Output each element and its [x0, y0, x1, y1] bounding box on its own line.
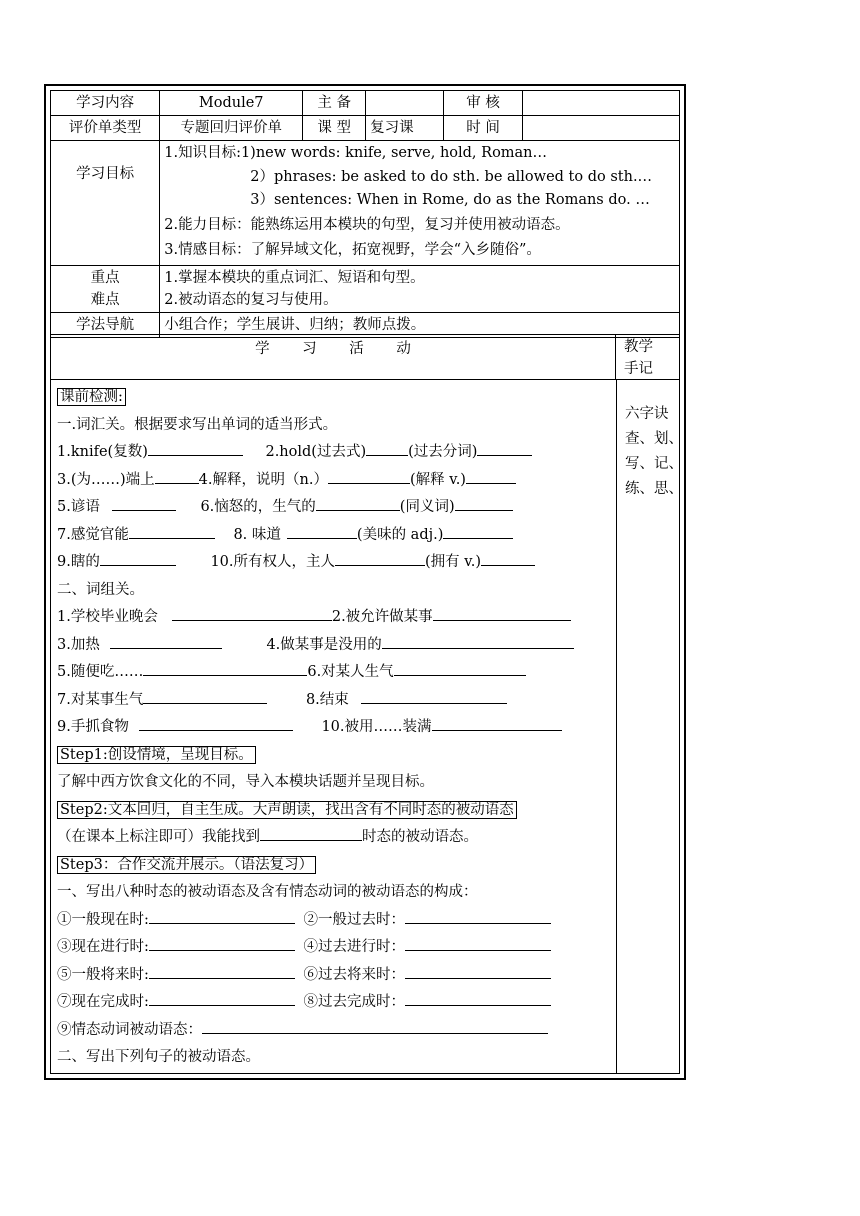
blank[interactable] [335, 551, 425, 566]
blank[interactable] [394, 661, 526, 676]
blank[interactable] [100, 551, 176, 566]
label-content: 学习内容 [51, 91, 160, 116]
vocab-line-2: 3.(为……)端上 4.解释，说明（n.） (解释 v.) [57, 467, 613, 495]
phrase-line-5: 9.手抓食物 10.被用……装满 [57, 714, 613, 742]
notes-title: 教学 手记 [616, 335, 679, 380]
blank[interactable] [405, 964, 551, 979]
header-table [50, 90, 680, 338]
value-module: Module7 [160, 91, 303, 116]
blank[interactable] [432, 716, 562, 731]
grammar-title: 一、写出八种时态的被动语态及含有情态动词的被动语态的构成： [57, 884, 478, 900]
goal-phrases: 2）phrases: be asked to do sth. be allowed to do sth.… [250, 168, 653, 185]
phrase-line-1: 1.学校毕业晚会 2.被允许做某事 [57, 604, 613, 632]
header-row-2 [51, 116, 680, 141]
blank[interactable] [466, 469, 516, 484]
blank[interactable] [202, 1019, 548, 1034]
grammar-line-2: ③现在进行时: ④过去进行时： [57, 934, 613, 962]
vocab-line-3: 5.谚语 6.恼怒的，生气的 (同义词) [57, 494, 613, 522]
value-time[interactable] [523, 116, 680, 141]
step1-text: 了解中西方饮食文化的不同，导入本模块话题并呈现目标。 [57, 774, 434, 790]
label-lesson-type: 课 型 [303, 116, 366, 141]
blank[interactable] [287, 524, 357, 539]
blank[interactable] [149, 991, 295, 1006]
key-point-1: 1.掌握本模块的重点词汇、短语和句型。 [164, 269, 425, 286]
goals-row [51, 141, 680, 266]
label-reviewer: 审 核 [444, 91, 523, 116]
blank[interactable] [328, 469, 410, 484]
method-label: 学法导航 [51, 312, 160, 337]
blank[interactable] [361, 689, 507, 704]
header-row-1 [51, 91, 680, 116]
label-time: 时 间 [444, 116, 523, 141]
value-reviewer[interactable] [523, 91, 680, 116]
goal-1: 1.知识目标:1)new words: knife, serve, hold, Roman… [164, 145, 548, 161]
blank[interactable] [443, 524, 513, 539]
blank[interactable] [149, 936, 295, 951]
grammar-line-5: ⑨情态动词被动语态： [57, 1017, 613, 1045]
key-point-2: 2.被动语态的复习与使用。 [164, 291, 338, 308]
blank[interactable] [405, 991, 551, 1006]
blank[interactable] [139, 716, 293, 731]
blank[interactable] [481, 551, 535, 566]
key-label: 重点 难点 [51, 265, 160, 312]
blank[interactable] [405, 909, 551, 924]
phrase-title: 二、词组关。 [57, 581, 144, 598]
value-main-preparer[interactable] [366, 91, 444, 116]
vocab-line-1: 1.knife(复数) 2.hold(过去式) (过去分词) [57, 439, 613, 467]
blank[interactable] [149, 909, 295, 924]
method-text: 小组合作；学生展讲、归纳；教师点拨。 [160, 312, 680, 337]
blank[interactable] [382, 634, 574, 649]
phrase-line-4: 7.对某事生气 8.结束 [57, 687, 613, 715]
notes-column: 六字诀 查、划、 写、记、 练、思、 [616, 380, 679, 1073]
step1-heading: Step1:创设情境，呈现目标。 [57, 742, 613, 770]
blank[interactable] [112, 496, 176, 511]
goal-3: 3.情感目标：了解异域文化，拓宽视野，学会“入乡随俗”。 [164, 241, 541, 258]
label-sheet-type: 评价单类型 [51, 116, 160, 141]
blank[interactable] [316, 496, 400, 511]
phrase-line-3: 5.随便吃…… 6.对某人生气 [57, 659, 613, 687]
blank[interactable] [143, 661, 307, 676]
blank[interactable] [149, 964, 295, 979]
blank[interactable] [433, 606, 571, 621]
vocab-line-5: 9.瞎的 10.所有权人，主人 (拥有 v.) [57, 549, 613, 577]
value-lesson-type: 复习课 [366, 116, 444, 141]
phrase-line-2: 3.加热 4.做某事是没用的 [57, 632, 613, 660]
step2-text: （在课本上标注即可）我能找到 时态的被动语态。 [57, 824, 613, 852]
blank[interactable] [366, 441, 408, 456]
step2-heading: Step2:文本回归，自主生成。大声朗读，找出含有不同时态的被动语态 [57, 797, 613, 825]
blank[interactable] [477, 441, 532, 456]
blank[interactable] [172, 606, 332, 621]
key-points-cell [160, 265, 680, 312]
blank[interactable] [260, 826, 362, 841]
passive-title: 二、写出下列句子的被动语态。 [57, 1049, 260, 1065]
activity-section [50, 334, 683, 1074]
blank[interactable] [405, 936, 551, 951]
grammar-line-4: ⑦现在完成时: ⑧过去完成时： [57, 989, 613, 1017]
activity-title: 学 习 活 动 [51, 335, 616, 380]
vocab-title: 一.词汇关。根据要求写出单词的适当形式。 [57, 416, 338, 433]
grammar-line-1: ①一般现在时: ②一般过去时： [57, 907, 613, 935]
key-points-row [51, 265, 680, 312]
grammar-line-3: ⑤一般将来时: ⑥过去将来时： [57, 962, 613, 990]
blank[interactable] [129, 524, 215, 539]
label-main-preparer: 主 备 [303, 91, 366, 116]
blank[interactable] [148, 441, 243, 456]
blank[interactable] [143, 689, 267, 704]
goal-2: 2.能力目标：能熟练运用本模块的句型，复习并使用被动语态。 [164, 216, 570, 233]
step3-heading: Step3：合作交流并展示。（语法复习） [57, 852, 613, 880]
value-sheet-type: 专题回归评价单 [160, 116, 303, 141]
blank[interactable] [155, 469, 199, 484]
vocab-line-4: 7.感觉官能 8. 味道 (美味的 adj.) [57, 522, 613, 550]
goal-sentences: 3）sentences: When in Rome, do as the Romans do. … [250, 192, 650, 208]
pre-check-heading: 课前检测: [57, 384, 613, 412]
goals-cell [160, 141, 680, 266]
blank[interactable] [110, 634, 222, 649]
activity-content [57, 384, 613, 1072]
blank[interactable] [455, 496, 513, 511]
goals-label: 学习目标 [51, 141, 160, 266]
